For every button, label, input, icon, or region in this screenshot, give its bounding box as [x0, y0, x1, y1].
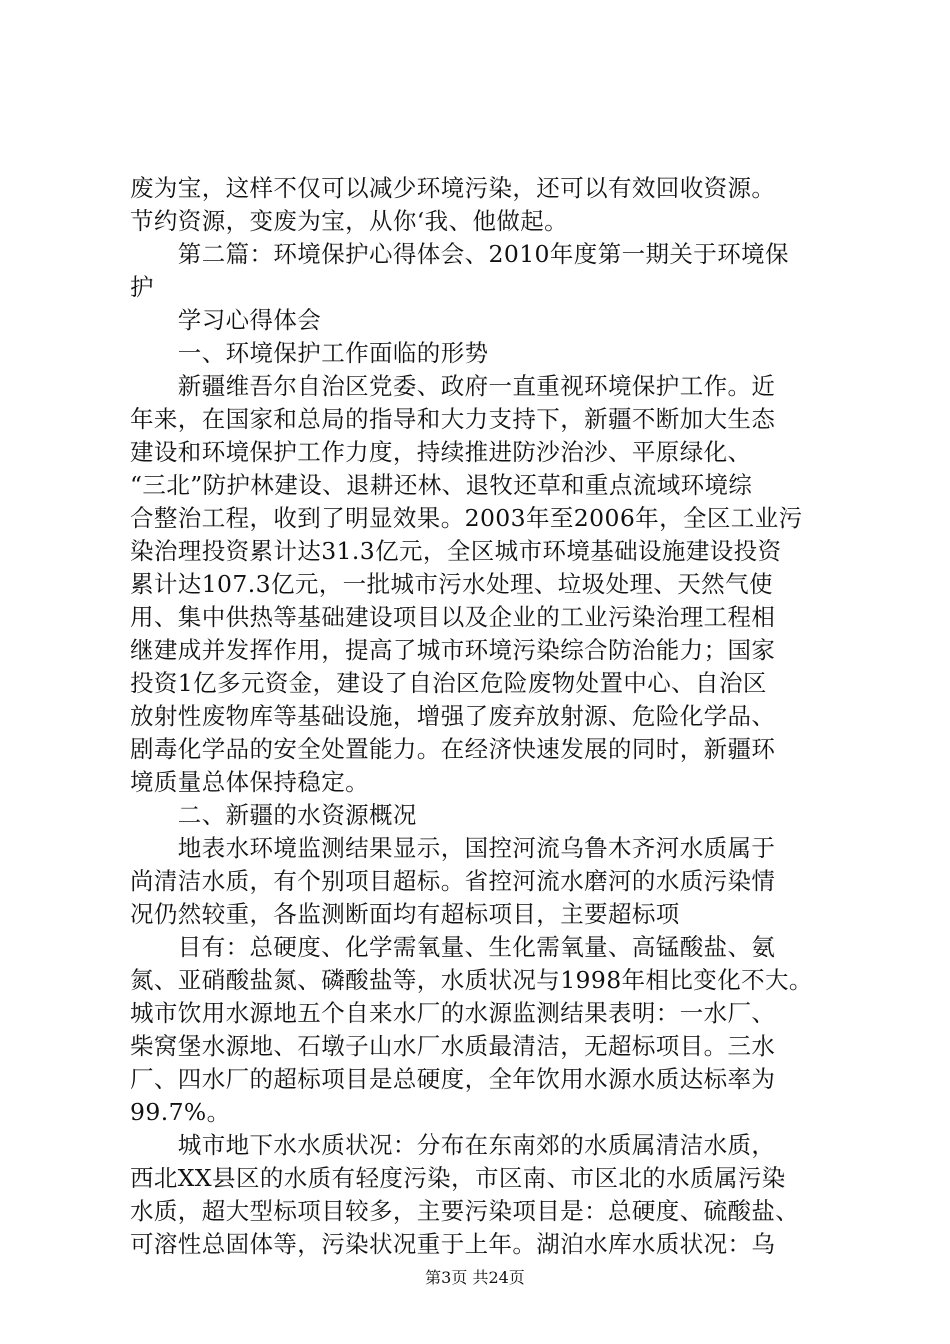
page-footer: [0, 1268, 950, 1288]
text-line: 境质量总体保持稳定。: [130, 768, 369, 796]
subtitle: 学习心得体会: [130, 306, 322, 334]
text-line: 累计达107.3亿元，一批城市污水处理、垃圾处理、天然气使: [130, 570, 773, 598]
text-line: 染治理投资累计达31.3亿元，全区城市环境基础设施建设投资: [130, 537, 782, 565]
text-line: 尚清洁水质，有个别项目超标。省控河流水磨河的水质污染情: [130, 867, 776, 895]
text-line: 水质，超大型标项目较多，主要污染项目是：总硬度、硫酸盐、: [130, 1197, 800, 1225]
text-line: 废为宝，这样不仅可以减少环境污染，还可以有效回收资源。: [130, 174, 776, 202]
text-line: 厂、四水厂的超标项目是总硬度，全年饮用水源水质达标率为: [130, 1065, 776, 1093]
text-line: 放射性废物库等基础设施，增强了废弃放射源、危险化学品、: [130, 702, 776, 730]
document-body: [130, 172, 835, 1261]
section-heading-cont: 护: [130, 273, 154, 301]
text-line: 城市地下水水质状况：分布在东南郊的水质属清洁水质，: [130, 1131, 776, 1159]
text-line: 氮、亚硝酸盐氮、磷酸盐等，水质状况与1998年相比变化不大。: [130, 966, 813, 994]
text-line: 节约资源，变废为宝，从你‘我、他做起。: [130, 207, 569, 235]
text-line: 新疆维吾尔自治区党委、政府一直重视环境保护工作。近: [130, 372, 776, 400]
text-line: 合整治工程，收到了明显效果。2003年至2006年，全区工业污: [130, 504, 803, 532]
text-line: “三北”防护林建设、退耕还林、退牧还草和重点流域环境综: [130, 471, 753, 499]
text-line: 西北XX县区的水质有轻度污染，市区南、市区北的水质属污染: [130, 1164, 786, 1192]
section-heading: 第二篇：环境保护心得体会、2010年度第一期关于环境保: [130, 240, 789, 268]
page-number: 第3页 共24页: [425, 1268, 525, 1287]
subheading: 二、新疆的水资源概况: [130, 801, 417, 829]
text-line: 柴窝堡水源地、石墩子山水厂水质最清洁，无超标项目。三水: [130, 1032, 776, 1060]
text-line: 剧毒化学品的安全处置能力。在经济快速发展的同时，新疆环: [130, 735, 776, 763]
text-line: 用、集中供热等基础建设项目以及企业的工业污染治理工程相: [130, 603, 776, 631]
text-line: 年来，在国家和总局的指导和大力支持下，新疆不断加大生态: [130, 405, 776, 433]
text-line: 城市饮用水源地五个自来水厂的水源监测结果表明：一水厂、: [130, 999, 776, 1027]
text-line: 建设和环境保护工作力度，持续推进防沙治沙、平原绿化、: [130, 438, 752, 466]
text-line: 继建成并发挥作用，提高了城市环境污染综合防治能力；国家: [130, 636, 776, 664]
text-line: 地表水环境监测结果显示，国控河流乌鲁木齐河水质属于: [130, 834, 776, 862]
text-line: 99.7%。: [130, 1098, 231, 1126]
text-line: 况仍然较重，各监测断面均有超标项目，主要超标项: [130, 900, 680, 928]
text-line: 投资1亿多元资金，建设了自治区危险废物处置中心、自治区: [130, 669, 767, 697]
text-line: 目有：总硬度、化学需氧量、生化需氧量、高锰酸盐、氨: [130, 933, 776, 961]
text-line: 可溶性总固体等，污染状况重于上年。湖泊水库水质状况：乌: [130, 1230, 776, 1258]
subheading: 一、环境保护工作面临的形势: [130, 339, 489, 367]
